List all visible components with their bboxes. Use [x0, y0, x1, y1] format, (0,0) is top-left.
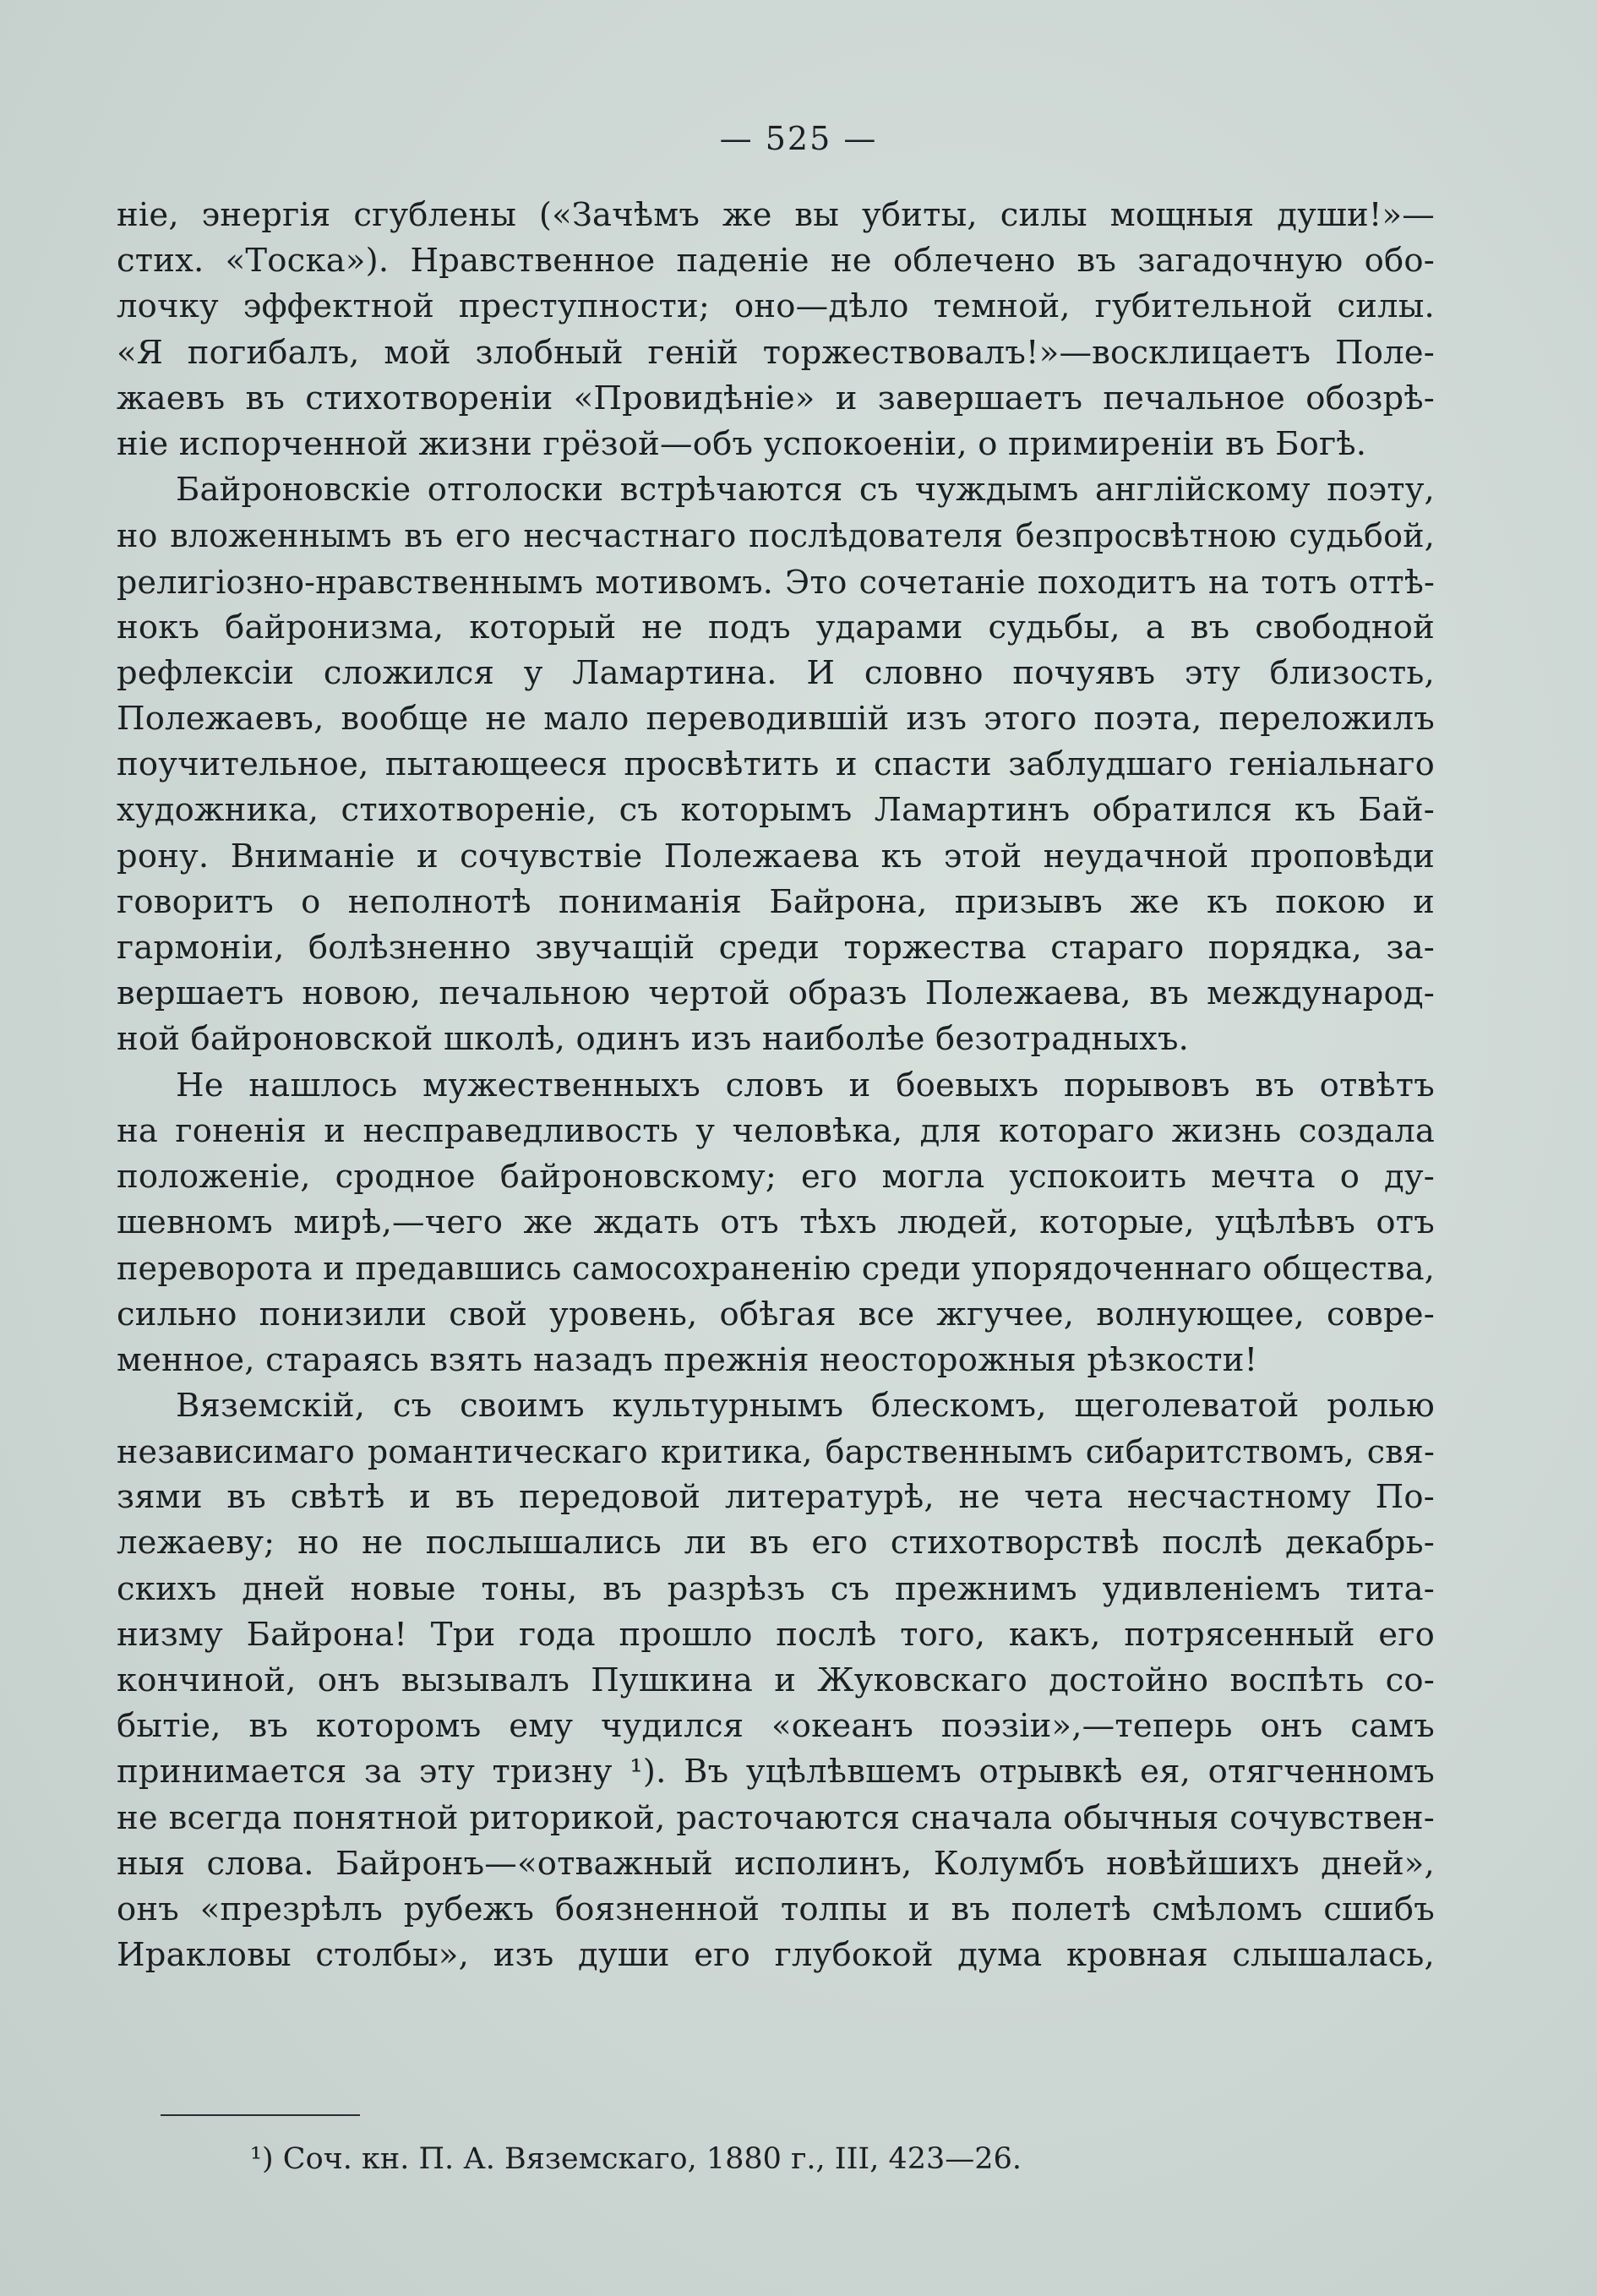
text-line: лочку эффектной преступности; оно—дѣло темной, губительной силы.	[117, 287, 1435, 326]
text-line: ной байроновской школѣ, одинъ изъ наиболѣе безотрадныхъ.	[117, 1020, 1190, 1059]
text-line: нокъ байронизма, который не подъ ударами судьбы, а въ свободной	[117, 608, 1435, 646]
text-line: переворота и предавшись самосохраненію среди упорядоченнаго общества,	[117, 1250, 1435, 1288]
text-line: художника, стихотвореніе, съ которымъ Ламартинъ обратился къ Бай-	[117, 791, 1435, 830]
text-line: не всегда понятной риторикой, расточаются сначала обычныя сочувствен-	[117, 1798, 1435, 1837]
text-line: ныя слова. Байронъ—«отважный исполинъ, Колумбъ новѣйшихъ дней»,	[117, 1844, 1435, 1883]
text-line: кончиной, онъ вызывалъ Пушкина и Жуковскаго достойно воспѣть со-	[117, 1661, 1435, 1699]
text-line: но вложеннымъ въ его несчастнаго послѣдователя безпросвѣтною судьбой,	[117, 517, 1435, 555]
text-line: Вяземскій, съ своимъ культурнымъ блескомъ, щеголеватой ролью	[176, 1386, 1435, 1425]
text-line: принимается за эту тризну ¹). Въ уцѣлѣвшемъ отрывкѣ ея, отягченномъ	[117, 1753, 1435, 1792]
text-line: лежаеву; но не послышались ли въ его стихотворствѣ послѣ декабрь-	[117, 1524, 1435, 1562]
footnote: ¹) Соч. кн. П. А. Вяземскаго, 1880 г., III, 423—26.	[250, 2142, 1022, 2176]
text-line: онъ «презрѣлъ рубежъ боязненной толпы и въ полетѣ смѣломъ сшибъ	[117, 1890, 1435, 1928]
text-line: положеніе, сродное байроновскому; его могла успокоить мечта о ду-	[117, 1157, 1435, 1196]
page-number: — 525 —	[719, 120, 878, 157]
text-line: вершаетъ новою, печальною чертой образъ Полежаева, въ международ-	[117, 974, 1435, 1013]
text-line: рефлексіи сложился у Ламартина. И словно почуявъ эту близость,	[117, 653, 1435, 692]
text-line: менное, стараясь взять назадъ прежнія неосторожныя рѣзкости!	[117, 1340, 1258, 1379]
text-line: независимаго романтическаго критика, барственнымъ сибаритствомъ, свя-	[117, 1433, 1435, 1471]
text-line: скихъ дней новые тоны, въ разрѣзъ съ прежнимъ удивленіемъ тита-	[117, 1569, 1435, 1608]
text-line: Не нашлось мужественныхъ словъ и боевыхъ порывовъ въ отвѣтъ	[176, 1066, 1435, 1104]
text-line: стих. «Тоска»). Нравственное паденіе не облечено въ загадочную обо-	[117, 242, 1435, 281]
text-line: шевномъ мирѣ,—чего же ждать отъ тѣхъ людей, которые, уцѣлѣвъ отъ	[117, 1203, 1435, 1242]
text-line: низму Байрона! Три года прошло послѣ того, какъ, потрясенный его	[117, 1615, 1435, 1654]
text-line: Иракловы столбы», изъ души его глубокой дума кровная слышалась,	[117, 1936, 1435, 1975]
text-line: бытіе, въ которомъ ему чудился «океанъ поэзіи»,—теперь онъ самъ	[117, 1707, 1435, 1746]
text-line: поучительное, пытающееся просвѣтить и спасти заблудшаго геніальнаго	[117, 745, 1435, 784]
footnote-divider	[161, 2114, 360, 2116]
text-line: рону. Вниманіе и сочувствіе Полежаева къ этой неудачной проповѣди	[117, 837, 1435, 875]
text-line: религіозно-нравственнымъ мотивомъ. Это сочетаніе походитъ на тотъ оттѣ-	[117, 563, 1435, 601]
text-line: гармоніи, болѣзненно звучащій среди торжества стараго порядка, за-	[117, 929, 1435, 967]
text-line: на гоненія и несправедливость у человѣка, для котораго жизнь создала	[117, 1111, 1435, 1150]
text-line: зями въ свѣтѣ и въ передовой литературѣ, не чета несчастному По-	[117, 1478, 1435, 1517]
text-line: ніе, энергія сгублены («Зачѣмъ же вы убиты, силы мощныя души!»—	[117, 196, 1435, 234]
text-line: Полежаевъ, вообще не мало переводившій изъ этого поэта, переложилъ	[117, 700, 1435, 739]
text-line: сильно понизили свой уровень, обѣгая все жгучее, волнующее, совре-	[117, 1295, 1435, 1333]
text-line: Байроновскіе отголоски встрѣчаются съ чуждымъ англійскому поэту,	[176, 471, 1435, 510]
text-line: жаевъ въ стихотвореніи «Провидѣніе» и завершаетъ печальное обозрѣ-	[117, 379, 1435, 417]
text-line: говоритъ о неполнотѣ пониманія Байрона, призывъ же къ покою и	[117, 882, 1435, 921]
body-text	[117, 193, 1435, 1978]
text-line: «Я погибалъ, мой злобный геній торжествовалъ!»—восклицаетъ Поле-	[117, 333, 1435, 372]
text-line: ніе испорченной жизни грёзой—объ успокоеніи, о примиреніи въ Богѣ.	[117, 424, 1367, 463]
